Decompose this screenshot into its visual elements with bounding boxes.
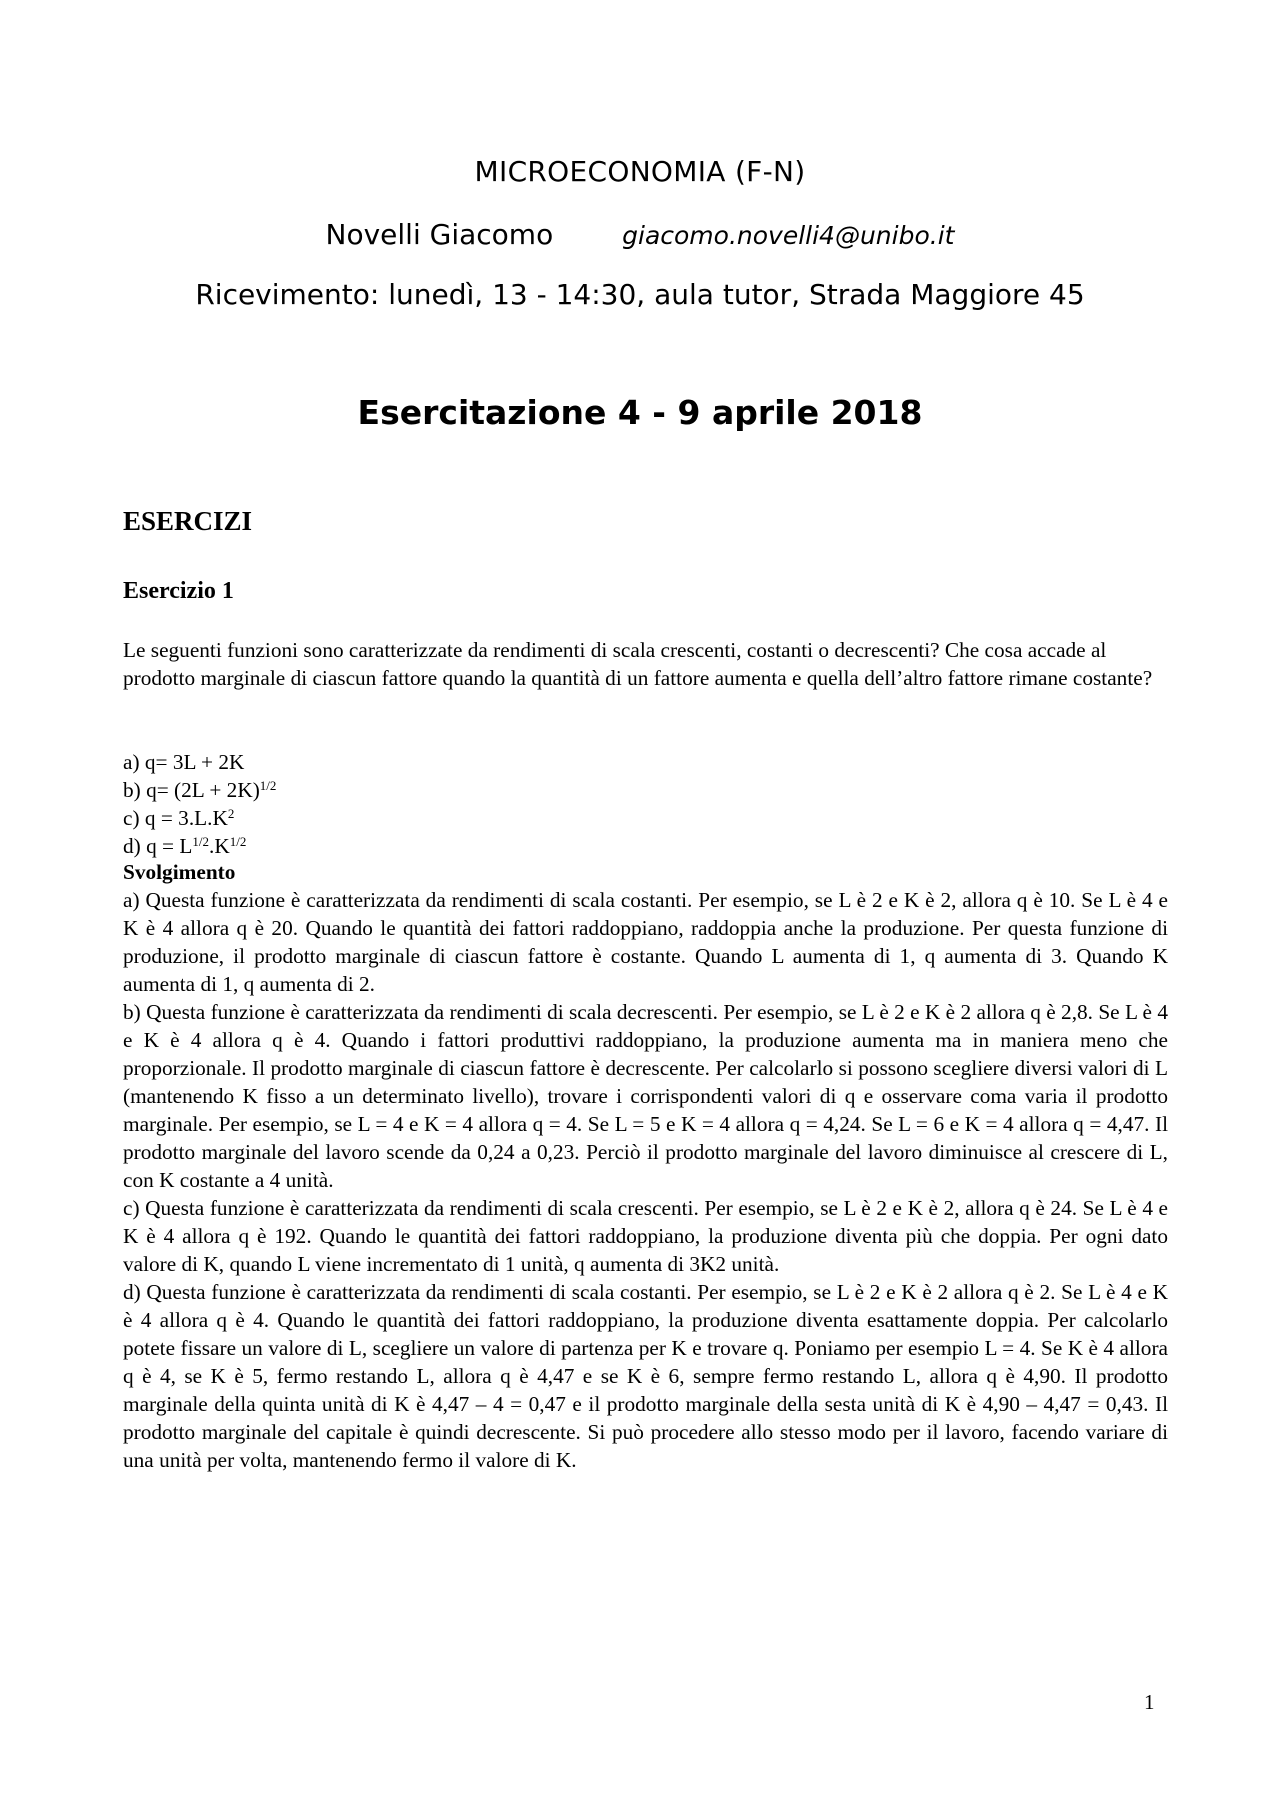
page-title: Esercitazione 4 - 9 aprile 2018 [357, 393, 923, 432]
exercise-heading: Esercizio 1 [123, 578, 234, 604]
solution-d: d) Questa funzione è caratterizzata da rendimenti di scala costanti. Per esempio, se L è 2 e K è 2 allora q è 2. Se L è 4 e K è 4 allora q è 4. Quando le quantità dei fattori raddoppiano, la produzione diventa esattamente doppia. Per calcolarlo potete fissare un valore di L, scegliere un valore di partenza per K e trovare q. Poniamo per esempio L = 4. Se K è 4 allora q è 4, se K è 5, fermo restando L, allora q è 4,47 e se K è 6, sempre fermo restando L, allora q è 4,90. Il prodotto marginale della quinta unità di K è 4,47 – 4 = 0,47 e il prodotto marginale della sesta unità di K è 4,90 – 4,47 = 0,43. Il prodotto marginale del capitale è quindi decrescente. Si può procedere allo stesso modo per il lavoro, facendo variare di una unità per volta, mantenendo fermo il valore di K. [123, 1280, 1168, 1472]
teacher-email: giacomo.novelli4@unibo.it [622, 221, 955, 250]
solution-section [123, 858, 1168, 1474]
function-b: b) $q= (2L + 2K)^{1/2}$ [123, 778, 277, 802]
exercise-question [123, 636, 1168, 692]
solution-b: b) Questa funzione è caratterizzata da rendimenti di scala decrescenti. Per esempio, se L è 2 e K è 2 allora q è 2,8. Se L è 4 e K è 4 allora q è 4. Quando i fattori produttivi raddoppiano, la produzione aumenta ma in maniera meno che proporzionale. Il prodotto marginale di ciascun fattore è decrescente. Per calcolarlo si possono scegliere diversi valori di L (mantenendo K fisso a un determinato livello), trovare i corrispondenti valori di q e osservare coma varia il prodotto marginale. Per esempio, se L = 4 e K = 4 allora q = 4. Se L = 5 e K = 4 allora q = 4,24. Se L = 6 e K = 4 allora q = 4,47. Il prodotto marginale del lavoro scende da 0,24 a 0,23. Perciò il prodotto marginale del lavoro diminuisce al crescere di L, con K costante a 4 unità. [123, 1000, 1168, 1192]
teacher-line [0, 218, 1280, 251]
function-c: c) $q = 3.L.K^2$ [123, 806, 235, 830]
page-number: 1 [1144, 1690, 1155, 1714]
solution-a: a) Questa funzione è caratterizzata da rendimenti di scala costanti. Per esempio, se L è 2 e K è 2, allora q è 10. Se L è 4 e K è 4 allora q è 20. Quando le quantità dei fattori raddoppiano, raddoppia anche la produzione. Per questa funzione di produzione, il prodotto marginale di ciascun fattore è costante. Quando L aumenta di 1, q aumenta di 3. Quando K aumenta di 1, q aumenta di 2. [123, 888, 1168, 996]
question-text: Le seguenti funzioni sono caratterizzate da rendimenti di scala crescenti, costanti o decrescenti? Che cosa accade al prodotto marginale di ciascun fattore quando la quantità di un fattore aumenta e quella dell’altro fattore rimane costante? [123, 638, 1153, 690]
function-d: d) $q = L^{1/2}.K^{1/2}$ [123, 834, 247, 858]
solution-c: c) Questa funzione è caratterizzata da rendimenti di scala crescenti. Per esempio, se L è 2 e K è 2, allora q è 24. Se L è 4 e K è 4 allora q è 192. Quando le quantità dei fattori raddoppiano, la produzione diventa più che doppia. Per ogni dato valore di K, quando L viene incrementato di 1 unità, q aumenta di 3K2 unità. [123, 1196, 1168, 1276]
teacher-name: Novelli Giacomo [325, 218, 554, 251]
solution-heading: Svolgimento [123, 860, 236, 884]
course-title: MICROECONOMIA (F-N) [474, 155, 806, 188]
function-list [123, 748, 1168, 860]
section-heading: ESERCIZI [123, 506, 253, 536]
function-a: a) q= 3L + 2K [123, 750, 245, 774]
reception-hours: Ricevimento: lunedì, 13 - 14:30, aula tutor, Strada Maggiore 45 [195, 278, 1085, 311]
